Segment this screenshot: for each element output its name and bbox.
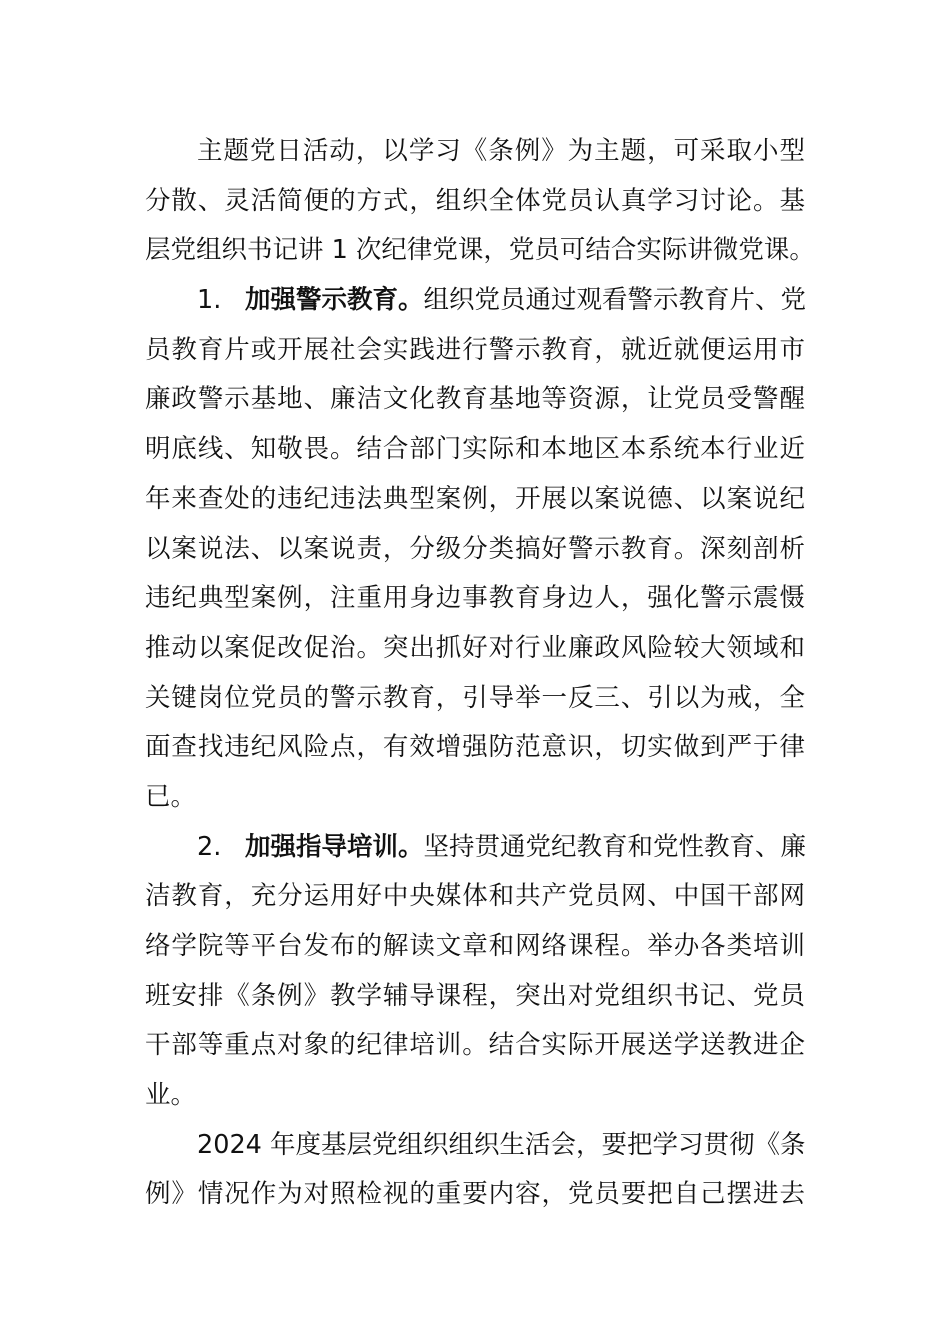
text-line: 违纪典型案例，注重用身边事教育身边人，强化警示震慑 — [145, 583, 805, 614]
item-heading: 加强警示教育。 — [245, 285, 424, 316]
text-line: 推动以案促改促治。突出抓好对行业廉政风险较大领域和 — [145, 632, 805, 663]
text-line: 洁教育，充分运用好中央媒体和共产党员网、中国干部网 — [145, 881, 805, 912]
text-line: 络学院等平台发布的解读文章和网络课程。举办各类培训 — [145, 931, 805, 961]
text-line: 以案说法、以案说责，分级分类搞好警示教育。深刻剖析 — [145, 533, 805, 564]
item-number: 2. — [197, 831, 222, 862]
paragraph-warning-education — [145, 276, 805, 823]
text-line: 2024 年度基层党组织组织生活会，要把学习贯彻《条 — [197, 1129, 806, 1160]
paragraph-intro — [145, 127, 815, 276]
paragraph-guidance-training — [145, 823, 805, 1121]
text-line: 干部等重点对象的纪律培训。结合实际开展送学送教进企 — [145, 1030, 805, 1061]
text-line: 业。 — [145, 1080, 197, 1111]
document-page — [145, 127, 815, 1220]
text-line: 主题党日活动，以学习《条例》为主题，可采取小型 — [197, 136, 805, 166]
text-line: 例》情况作为对照检视的重要内容，党员要把自己摆进去 — [145, 1179, 805, 1210]
text-line: 班安排《条例》教学辅导课程，突出对党组织书记、党员 — [145, 980, 805, 1011]
numbered-heading-line — [145, 823, 805, 873]
text-line: 廉政警示基地、廉洁文化教育基地等资源，让党员受警醒 — [145, 384, 805, 415]
item-heading: 加强指导培训。 — [245, 831, 424, 862]
text-line: 分散、灵活简便的方式，组织全体党员认真学习讨论。基 — [145, 185, 805, 216]
text-line: 年来查处的违纪违法典型案例，开展以案说德、以案说纪 — [145, 483, 805, 514]
text-segment: 组织党员通过观看警示教育片、党 — [423, 285, 807, 316]
text-line: 员教育片或开展社会实践进行警示教育，就近就便运用市 — [145, 334, 805, 365]
text-line: 面查找违纪风险点，有效增强防范意识，切实做到严于律 — [145, 732, 805, 763]
text-line: 已。 — [145, 781, 197, 812]
item-number: 1. — [197, 285, 222, 316]
text-line: 层党组织书记讲 1 次纪律党课，党员可结合实际讲微党课。 — [145, 235, 815, 266]
text-line: 明底线、知敬畏。结合部门实际和本地区本系统本行业近 — [145, 434, 805, 465]
text-segment: 坚持贯通党纪教育和党性教育、廉 — [423, 831, 807, 862]
numbered-heading-line — [145, 276, 805, 326]
paragraph-life-meeting — [145, 1121, 805, 1220]
text-line: 关键岗位党员的警示教育，引导举一反三、引以为戒，全 — [145, 682, 805, 713]
